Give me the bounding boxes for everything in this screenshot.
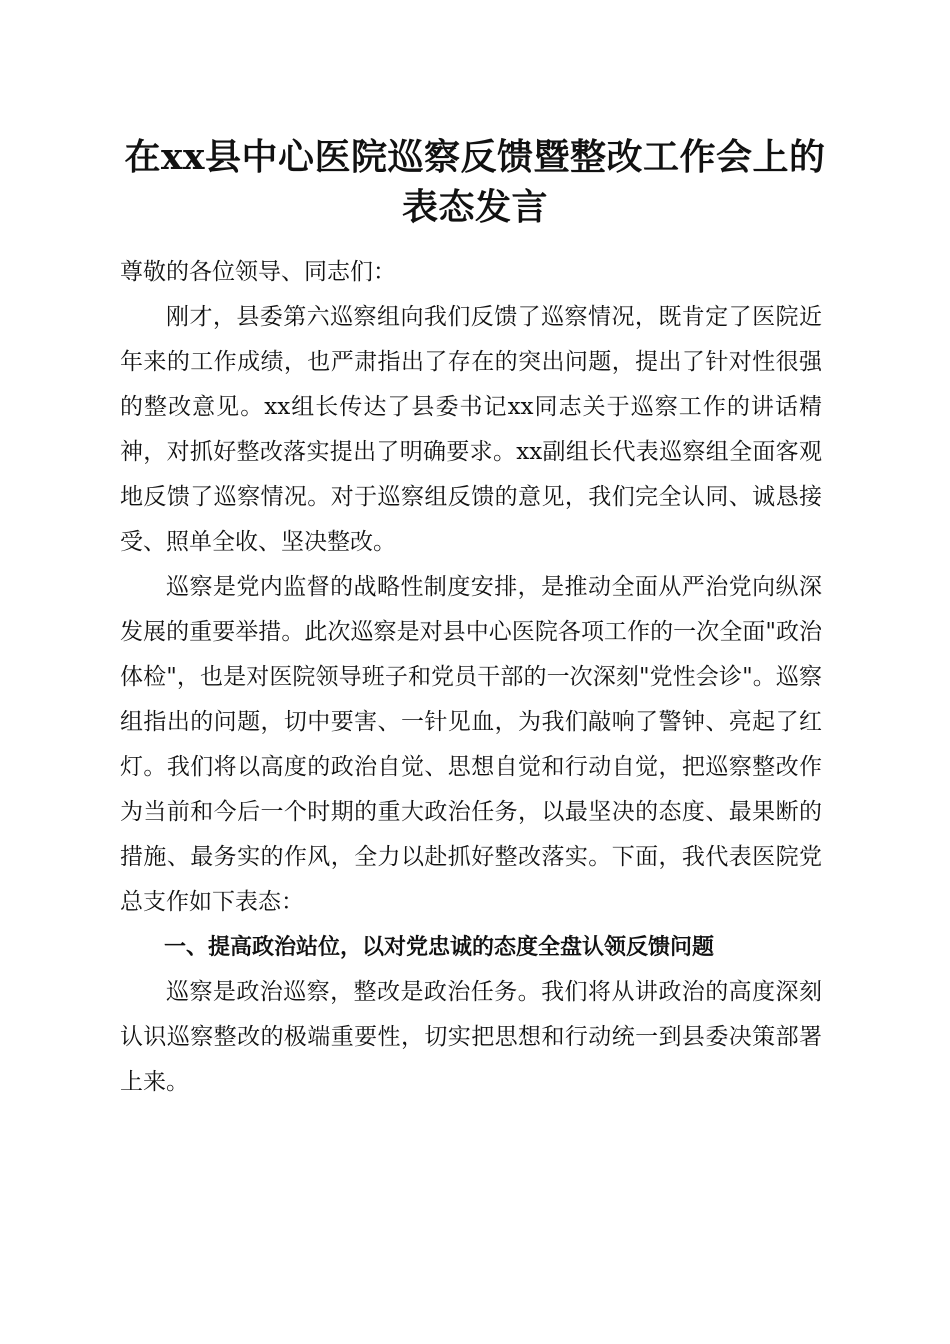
- document-body: [120, 250, 822, 1105]
- title-line-1: 在xx县中心医院巡察反馈暨整改工作会上的: [124, 136, 826, 178]
- section-1-heading: 一、提高政治站位，以对党忠诚的态度全盘认领反馈问题: [164, 935, 715, 960]
- section-1-paragraph: 巡察是政治巡察，整改是政治任务。我们将从讲政治的高度深刻认识巡察整改的极端重要性，切实把思想和行动统一到县委决策部署上来。: [120, 979, 822, 1095]
- paragraph-2: 巡察是党内监督的战略性制度安排，是推动全面从严治党向纵深发展的重要举措。此次巡察是对县中心医院各项工作的一次全面"政治体检"，也是对医院领导班子和党员干部的一次深刻"党性会诊"。巡察组指出的问题，切中要害、一针见血，为我们敲响了警钟、亮起了红灯。我们将以高度的政治自觉、思想自觉和行动自觉，把巡察整改作为当前和今后一个时期的重大政治任务，以最坚决的态度、最果断的措施、最务实的作风，全力以赴抓好整改落实。下面，我代表医院党总支作如下表态：: [120, 574, 822, 915]
- document-title: [100, 132, 850, 232]
- title-line-2: 表态发言: [401, 186, 548, 228]
- paragraph-1: 刚才，县委第六巡察组向我们反馈了巡察情况，既肯定了医院近年来的工作成绩，也严肃指出了存在的突出问题，提出了针对性很强的整改意见。xx组长传达了县委书记xx同志关于巡察工作的讲话精神，对抓好整改落实提出了明确要求。xx副组长代表巡察组全面客观地反馈了巡察情况。对于巡察组反馈的意见，我们完全认同、诚恳接受、照单全收、坚决整改。: [120, 304, 822, 555]
- salutation: 尊敬的各位领导、同志们：: [120, 259, 396, 285]
